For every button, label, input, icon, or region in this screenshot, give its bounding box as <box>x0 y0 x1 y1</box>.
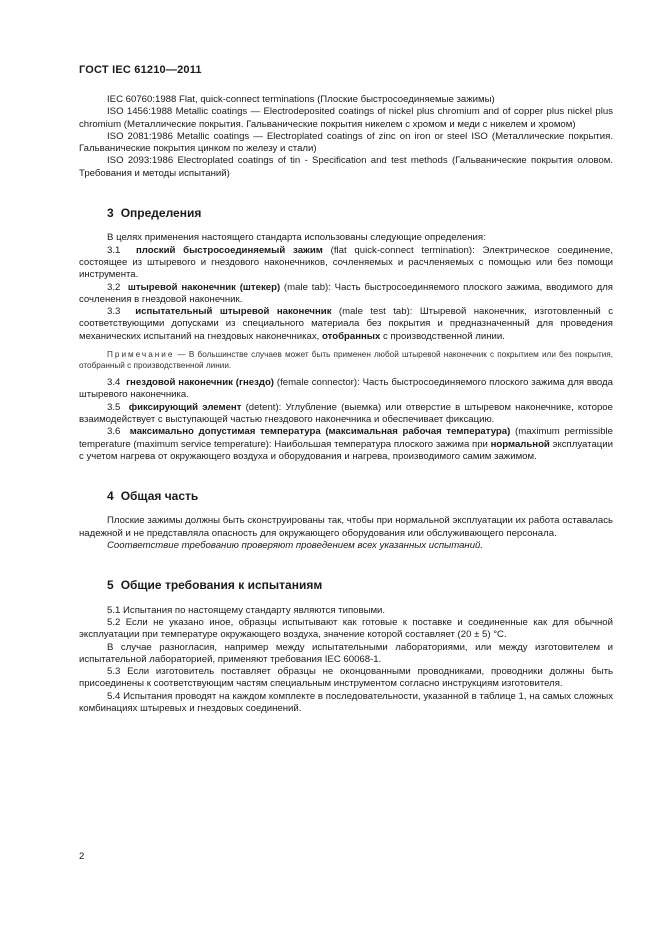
definition-text: эксплуатации с учетом нагрева от окружающего воздуха и оборудования и нагрева, производимого самим зажимом. <box>79 438 613 462</box>
section-3-heading <box>79 207 613 219</box>
definition-text: (female connector): Часть быстросоединяемого плоского зажима для ввода штыревого наконечника. <box>79 377 613 401</box>
definition-text: (maximum permissible temperature (maximum service temperature): Наибольшая температура плоского зажима при <box>79 426 613 450</box>
clause-number: 3.2 <box>107 281 121 293</box>
note-label: Примечание <box>107 350 175 360</box>
emphasized-word: отобранных <box>322 330 381 342</box>
document-header: ГОСТ IEC 61210—2011 <box>79 64 202 76</box>
section-title: Общая часть <box>120 489 199 504</box>
clause-number: 3.3 <box>107 306 121 318</box>
clause-5-1: 5.1 Испытания по настоящему стандарту являются типовыми. <box>107 604 386 616</box>
clause-number: 3.5 <box>107 401 121 413</box>
definition-3-4 <box>79 377 613 402</box>
section-number: 3 <box>107 206 114 221</box>
definition-text: (male tab): Часть быстросоединяемого плоского зажима, вводимого для сочленения в гнездовой наконечник. <box>79 281 613 305</box>
section-title: Общие требования к испытаниям <box>120 578 323 593</box>
definition-3-6 <box>79 426 613 463</box>
section-4-heading <box>79 490 613 502</box>
reference-item: IEC 60760:1988 Flat, quick-connect terminations (Плоские быстросоединяемые зажимы) <box>107 94 495 105</box>
note-paragraph <box>79 349 613 371</box>
clause-5-3: 5.3 Если изготовитель поставляет образцы не оконцованными проводниками, проводники должны быть присоединены к соответствующим частям специальным инструментом согласно инструкциям изготовителя. <box>79 666 613 690</box>
note-text: — В большинстве случаев может быть применен любой штыревой наконечник с покрытием или без покрытия, отобранный с производственной линии. <box>79 350 613 371</box>
defined-term: штыревой наконечник (штекер) <box>127 281 281 293</box>
defined-term: фиксирующий элемент <box>128 401 242 413</box>
defined-term: гнездовой наконечник (гнездо) <box>126 377 275 389</box>
definition-3-1 <box>79 245 613 282</box>
definition-3-2 <box>79 282 613 307</box>
definition-text: (male test tab): Штыревой наконечник, изготовленный с соответствующими допусками из специального материала без покрытия и предназначенный для проведения механических испытаний на гнездовых наконечниках, <box>79 306 613 342</box>
clause-number: 3.4 <box>107 377 121 389</box>
clause-number: 3.6 <box>107 426 121 438</box>
clause-5-2: 5.2 Если не указано иное, образцы испытывают как готовые к поставке и соединенные как для обычной эксплуатации при температуре окружающего воздуха, значение которой составляет (20 ± 5) °С. <box>79 616 613 641</box>
section-title: Определения <box>120 206 202 221</box>
clause-5-4: 5.4 Испытания проводят на каждом комплекте в последовательности, указанной в таблице 1, на самых сложных комбинациях штыревых и гнездовых соединений. <box>79 690 613 714</box>
reference-item: ISO 2081:1986 Metallic coatings — Electroplated coatings of zinc on iron or steel ISO (Металлические покрытия. Гальванические покрытия цинком по железу и стали) <box>79 130 613 155</box>
definition-3-3 <box>79 306 613 343</box>
section-4-paragraph: Плоские зажимы должны быть сконструированы так, чтобы при нормальной эксплуатации их работа оставалась надежной и не представляла опасность для окружающего оборудования или обслуживающего персонала. <box>79 515 613 539</box>
section-number: 5 <box>107 578 114 593</box>
definition-text: с производственной линии. <box>380 330 505 342</box>
definition-text: (detent): Углубление (выемка) или отверстие в штыревом наконечнике, которое взаимодействует с выступающей частью гнездового наконечника и обеспечивает фиксацию. <box>79 401 613 425</box>
definition-text: (flat quick-connect termination): Электрическое соединение, состоящее из штыревого и гнездового наконечников, сочленяемых и расчленяемых с помощью или без помощи инструмента. <box>79 244 613 281</box>
section-3-intro: В целях применения настоящего стандарта использованы следующие определения: <box>107 232 486 244</box>
defined-term: испытательный штыревой наконечник <box>135 306 332 318</box>
defined-term: максимально допустимая температура (максимальная рабочая температура) <box>129 426 511 438</box>
emphasized-word: нормальной <box>490 438 550 450</box>
compliance-statement: Соответствие требованию проверяют проведением всех указанных испытаний. <box>107 540 484 552</box>
clause-number: 3.1 <box>107 244 121 256</box>
clause-5-2-continued: В случае разногласия, например между испытательными лабораториями, или между изготовителем и испытательной лабораторией, применяют требования IEC 60068-1. <box>79 641 613 665</box>
reference-item: ISO 2093:1986 Electroplated coatings of tin - Specification and test methods (Гальванические покрытия оловом. Требования и методы испытаний) <box>79 155 613 179</box>
page-number: 2 <box>79 851 85 862</box>
reference-item: ISO 1456:1988 Metallic coatings — Electrodeposited coatings of nickel plus chromium and of copper plus nickel plus chromium (Металлические покрытия. Гальванические покрытия никелем с хромом и меди с никелем и хромом) <box>79 106 613 130</box>
document-body <box>79 94 613 715</box>
definition-3-5 <box>79 402 613 427</box>
section-number: 4 <box>107 489 114 504</box>
section-5-heading <box>79 579 613 591</box>
defined-term: плоский быстросоединяемый зажим <box>135 244 323 256</box>
